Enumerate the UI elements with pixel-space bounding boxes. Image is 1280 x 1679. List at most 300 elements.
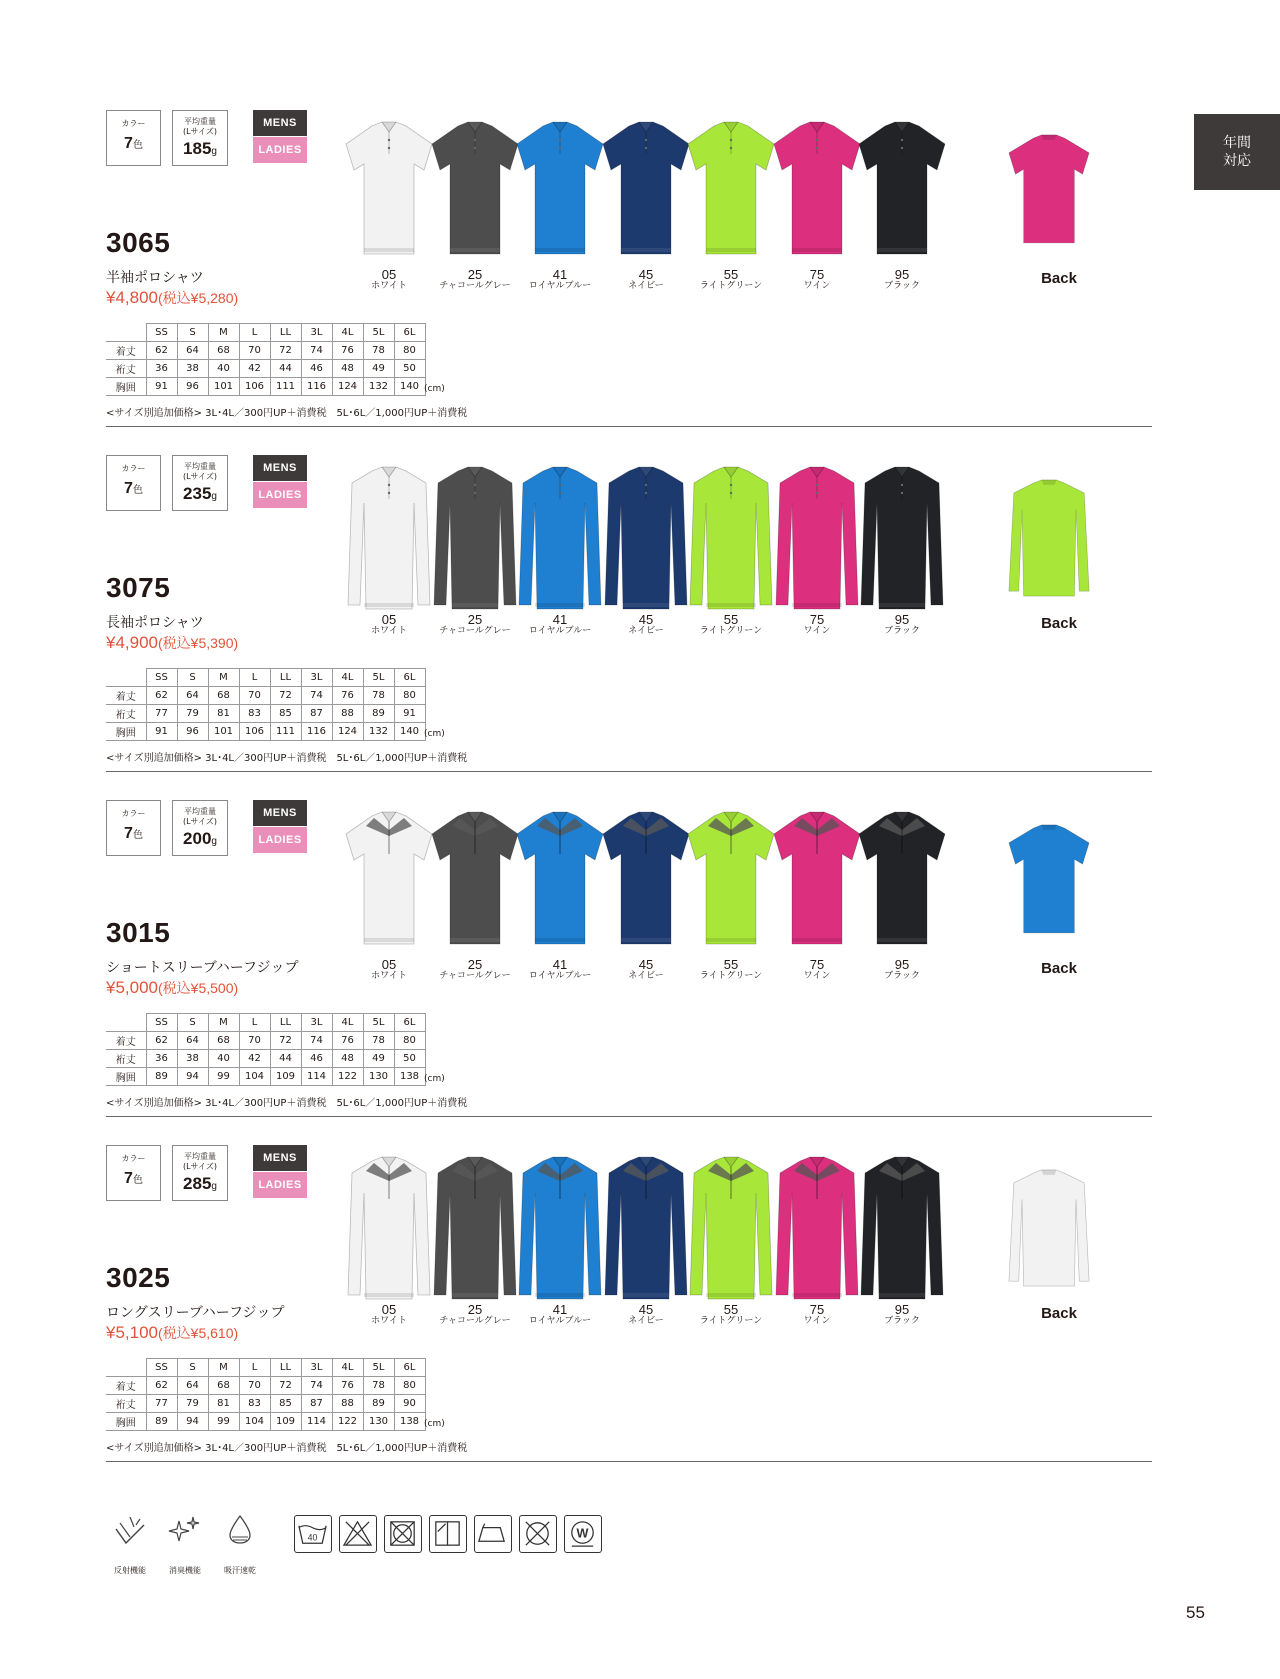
gender-badge	[253, 800, 307, 853]
table-corner	[106, 669, 146, 687]
table-cell: 91	[146, 723, 177, 741]
size-header: 5L	[363, 1359, 394, 1377]
back-label: Back	[1041, 270, 1077, 287]
size-header: S	[177, 1359, 208, 1377]
table-cell: 132	[363, 378, 394, 396]
table-cell: 85	[270, 705, 301, 723]
table-cell: 68	[208, 1032, 239, 1050]
size-header: LL	[270, 324, 301, 342]
table-cell: 38	[177, 1050, 208, 1068]
product-name: ショートスリーブハーフジップ	[106, 960, 299, 976]
table-cell: 68	[208, 342, 239, 360]
product-code: 3025	[106, 1262, 171, 1293]
shirt-image-05	[344, 463, 434, 613]
table-cell: 44	[270, 360, 301, 378]
product-code: 3015	[106, 917, 171, 948]
color-code: 55	[723, 1302, 739, 1317]
size-header: M	[208, 324, 239, 342]
deodorant-icon	[167, 1513, 203, 1549]
color-name: ライトグリーン	[699, 971, 763, 981]
table-cell: 122	[332, 1068, 363, 1086]
size-header: M	[208, 1359, 239, 1377]
gender-badge	[253, 110, 307, 163]
weight-badge	[172, 110, 228, 166]
table-cell: 83	[239, 705, 270, 723]
shirt-image-55	[686, 463, 776, 613]
shirt-image-95	[857, 808, 947, 958]
shirt-image-55	[686, 1153, 776, 1303]
section-divider	[106, 426, 1152, 427]
table-cell: 46	[301, 360, 332, 378]
shirt-image-95	[857, 463, 947, 613]
sweat-absorb-feature	[216, 1513, 264, 1576]
shirt-image-75	[772, 463, 862, 613]
table-cell: 76	[332, 1377, 363, 1395]
color-name: ブラック	[884, 971, 920, 981]
table-row	[106, 687, 425, 705]
shirt-image-25	[430, 463, 520, 613]
shirt-image-75	[772, 808, 862, 958]
product-name: ロングスリーブハーフジップ	[106, 1305, 285, 1321]
row-label: 胸囲	[106, 378, 146, 396]
color-name: ライトグリーン	[699, 626, 763, 636]
weight-badge	[172, 800, 228, 856]
table-cell: 78	[363, 342, 394, 360]
size-header: 5L	[363, 324, 394, 342]
size-header: M	[208, 1014, 239, 1032]
weight-label: 平均重量	[184, 462, 216, 471]
care-symbols	[294, 1515, 604, 1555]
color-name: ネイビー	[628, 1316, 664, 1326]
gender-badge	[253, 1145, 307, 1198]
size-table	[106, 1358, 426, 1431]
size-header: LL	[270, 1359, 301, 1377]
table-cell: 124	[332, 723, 363, 741]
shirt-image-41	[515, 1153, 605, 1303]
wet-clean-icon	[564, 1515, 602, 1553]
color-name: ホワイト	[371, 971, 407, 981]
row-label: 裄丈	[106, 1050, 146, 1068]
table-cell: 91	[394, 705, 425, 723]
deodorant-label: 消臭機能	[169, 1566, 201, 1575]
color-code: 41	[552, 612, 568, 627]
color-variants	[344, 118, 1084, 291]
color-name: ワイン	[803, 971, 831, 981]
row-label: 裄丈	[106, 705, 146, 723]
size-header: 4L	[332, 324, 363, 342]
table-cell: 130	[363, 1068, 394, 1086]
color-name: ライトグリーン	[699, 1316, 763, 1326]
table-cell: 111	[270, 723, 301, 741]
wash-40-icon	[294, 1515, 332, 1553]
product-name: 半袖ポロシャツ	[106, 270, 204, 286]
color-count-badge	[106, 800, 161, 856]
table-cell: 70	[239, 687, 270, 705]
season-tab	[1194, 114, 1280, 190]
weight-value: 285	[183, 1174, 212, 1193]
color-name: チャコールグレー	[439, 281, 511, 291]
color-name: チャコールグレー	[439, 971, 511, 981]
shirt-image-95	[857, 118, 947, 268]
section-divider	[106, 771, 1152, 772]
table-cell: 79	[177, 705, 208, 723]
shirt-image-75	[772, 1153, 862, 1303]
color-code: 95	[894, 1302, 910, 1317]
table-cell: 99	[208, 1413, 239, 1431]
reflective-label: 反射機能	[114, 1566, 146, 1575]
size-header: L	[239, 324, 270, 342]
product-code: 3075	[106, 572, 171, 603]
color-code: 55	[723, 267, 739, 282]
color-count-badge	[106, 110, 161, 166]
color-code: 55	[723, 957, 739, 972]
size-header: 3L	[301, 669, 332, 687]
weight-size-label: (Lサイズ)	[182, 472, 218, 481]
table-cell: 116	[301, 723, 332, 741]
size-header: SS	[146, 669, 177, 687]
weight-size-label: (Lサイズ)	[182, 817, 218, 826]
table-cell: 36	[146, 1050, 177, 1068]
color-count: 7	[124, 825, 133, 842]
table-cell: 50	[394, 1050, 425, 1068]
table-cell: 74	[301, 1377, 332, 1395]
size-header: 3L	[301, 324, 332, 342]
table-cell: 76	[332, 1032, 363, 1050]
table-cell: 44	[270, 1050, 301, 1068]
table-row	[106, 1377, 425, 1395]
table-cell: 64	[177, 687, 208, 705]
color-code: 25	[467, 612, 483, 627]
table-cell: 106	[239, 723, 270, 741]
size-table	[106, 323, 426, 396]
shirt-image-25	[430, 1153, 520, 1303]
size-header: 5L	[363, 1014, 394, 1032]
size-header: S	[177, 669, 208, 687]
weight-unit: g	[211, 836, 217, 847]
color-code: 05	[381, 612, 397, 627]
table-cell: 80	[394, 342, 425, 360]
sweat-absorb-label: 吸汗速乾	[224, 1566, 256, 1575]
shirt-image-41	[515, 463, 605, 613]
table-cell: 64	[177, 1377, 208, 1395]
table-cell: 114	[301, 1413, 332, 1431]
shirt-image-45	[601, 808, 691, 958]
color-code: 75	[809, 612, 825, 627]
product-price	[106, 978, 238, 998]
color-code: 05	[381, 267, 397, 282]
table-cell: 111	[270, 378, 301, 396]
table-row	[106, 1395, 425, 1413]
table-cell: 90	[394, 1395, 425, 1413]
shirt-image-45	[601, 463, 691, 613]
table-row	[106, 723, 425, 741]
size-surcharge-note: <サイズ別追加価格> 3L･4L／300円UP＋消費税 5L･6L／1,000円UP＋消費税	[106, 1098, 468, 1109]
table-cell: 124	[332, 378, 363, 396]
color-code: 41	[552, 1302, 568, 1317]
table-cell: 76	[332, 342, 363, 360]
row-label: 胸囲	[106, 1068, 146, 1086]
color-label-95	[847, 613, 957, 636]
size-header: LL	[270, 669, 301, 687]
color-name: ワイン	[803, 281, 831, 291]
table-cell: 62	[146, 1032, 177, 1050]
table-cell: 64	[177, 1032, 208, 1050]
color-name: ブラック	[884, 626, 920, 636]
table-cell: 40	[208, 360, 239, 378]
color-badge-label: カラー	[121, 119, 146, 128]
row-label: 裄丈	[106, 360, 146, 378]
size-header: L	[239, 669, 270, 687]
shirt-image-05	[344, 1153, 434, 1303]
table-cell: 114	[301, 1068, 332, 1086]
table-cell: 104	[239, 1413, 270, 1431]
shirt-image-45	[601, 118, 691, 268]
color-name: ホワイト	[371, 626, 407, 636]
table-cell: 42	[239, 360, 270, 378]
unit-cm: (cm)	[424, 1419, 445, 1429]
size-header: SS	[146, 1359, 177, 1377]
row-label: 胸囲	[106, 1413, 146, 1431]
color-unit: 色	[132, 830, 143, 841]
table-cell: 106	[239, 378, 270, 396]
table-cell: 89	[363, 1395, 394, 1413]
size-header: 4L	[332, 1014, 363, 1032]
color-variants	[344, 1153, 1084, 1326]
no-bleach-icon	[339, 1515, 377, 1553]
table-cell: 38	[177, 360, 208, 378]
table-cell: 85	[270, 1395, 301, 1413]
table-cell: 70	[239, 1032, 270, 1050]
size-table	[106, 1013, 426, 1086]
table-cell: 138	[394, 1413, 425, 1431]
color-code: 05	[381, 1302, 397, 1317]
mens-badge: MENS	[253, 800, 307, 826]
color-badge-label: カラー	[121, 1154, 146, 1163]
feature-icons	[106, 1513, 266, 1583]
table-cell: 74	[301, 687, 332, 705]
color-name: ロイヤルブルー	[528, 1316, 592, 1326]
table-cell: 81	[208, 705, 239, 723]
product-price	[106, 288, 238, 308]
page-number: 55	[1186, 1603, 1205, 1622]
size-header: 3L	[301, 1014, 332, 1032]
table-cell: 48	[332, 360, 363, 378]
price-value: ¥4,800	[106, 288, 158, 307]
shirt-back-image	[1004, 463, 1114, 613]
color-code: 55	[723, 612, 739, 627]
shirt-image-05	[344, 808, 434, 958]
table-cell: 70	[239, 342, 270, 360]
season-tab-line2: 対応	[1223, 153, 1251, 169]
shirt-image-45	[601, 1153, 691, 1303]
table-cell: 36	[146, 360, 177, 378]
table-cell: 64	[177, 342, 208, 360]
product-3075	[106, 455, 1152, 800]
price-tax-included: (税込¥5,610)	[158, 1325, 239, 1341]
table-cell: 91	[146, 378, 177, 396]
table-row	[106, 1050, 425, 1068]
color-badge-label: カラー	[121, 809, 146, 818]
table-cell: 109	[270, 1413, 301, 1431]
color-name: ホワイト	[371, 1316, 407, 1326]
table-cell: 72	[270, 342, 301, 360]
row-label: 裄丈	[106, 1395, 146, 1413]
no-dry-clean-icon	[519, 1515, 557, 1553]
svg-text:W: W	[576, 1526, 589, 1541]
size-surcharge-note: <サイズ別追加価格> 3L･4L／300円UP＋消費税 5L･6L／1,000円UP＋消費税	[106, 753, 468, 764]
shirt-image-95	[857, 1153, 947, 1303]
table-cell: 77	[146, 1395, 177, 1413]
gender-badge	[253, 455, 307, 508]
no-tumble-dry-icon	[384, 1515, 422, 1553]
table-cell: 104	[239, 1068, 270, 1086]
color-count-badge	[106, 1145, 161, 1201]
size-surcharge-note: <サイズ別追加価格> 3L･4L／300円UP＋消費税 5L･6L／1,000円UP＋消費税	[106, 408, 468, 419]
iron-low-icon	[474, 1515, 512, 1553]
shirt-image-75	[772, 118, 862, 268]
product-3065	[106, 110, 1152, 455]
product-name: 長袖ポロシャツ	[106, 615, 204, 631]
color-variants	[344, 808, 1084, 981]
price-tax-included: (税込¥5,500)	[158, 980, 239, 996]
size-header: L	[239, 1014, 270, 1032]
size-header: LL	[270, 1014, 301, 1032]
table-cell: 72	[270, 1377, 301, 1395]
table-cell: 74	[301, 1032, 332, 1050]
color-code: 45	[638, 612, 654, 627]
color-name: ロイヤルブルー	[528, 281, 592, 291]
row-label: 着丈	[106, 342, 146, 360]
table-cell: 48	[332, 1050, 363, 1068]
color-unit: 色	[132, 1175, 143, 1186]
color-unit: 色	[132, 140, 143, 151]
unit-cm: (cm)	[424, 729, 445, 739]
table-cell: 132	[363, 723, 394, 741]
size-header: 4L	[332, 669, 363, 687]
shirt-back-image	[1004, 808, 1114, 958]
reflective-feature	[106, 1513, 154, 1576]
shirt-back-image	[1004, 118, 1114, 268]
color-code: 25	[467, 1302, 483, 1317]
table-cell: 74	[301, 342, 332, 360]
table-corner	[106, 1014, 146, 1032]
color-variants	[344, 463, 1084, 636]
table-cell: 94	[177, 1413, 208, 1431]
section-divider	[106, 1461, 1152, 1462]
shirt-image-55	[686, 808, 776, 958]
table-cell: 109	[270, 1068, 301, 1086]
color-name: ネイビー	[628, 626, 664, 636]
product-code: 3065	[106, 227, 171, 258]
table-cell: 83	[239, 1395, 270, 1413]
weight-unit: g	[211, 491, 217, 502]
table-row	[106, 360, 425, 378]
color-name: ネイビー	[628, 971, 664, 981]
weight-unit: g	[211, 1181, 217, 1192]
mens-badge: MENS	[253, 455, 307, 481]
table-cell: 49	[363, 360, 394, 378]
table-cell: 80	[394, 1032, 425, 1050]
shirt-image-55	[686, 118, 776, 268]
weight-value: 235	[183, 484, 212, 503]
color-name: ライトグリーン	[699, 281, 763, 291]
row-label: 着丈	[106, 687, 146, 705]
table-cell: 89	[363, 705, 394, 723]
weight-badge	[172, 455, 228, 511]
table-cell: 68	[208, 687, 239, 705]
table-cell: 130	[363, 1413, 394, 1431]
table-cell: 79	[177, 1395, 208, 1413]
color-count: 7	[124, 480, 133, 497]
color-name: ホワイト	[371, 281, 407, 291]
table-cell: 78	[363, 1032, 394, 1050]
table-cell: 89	[146, 1413, 177, 1431]
svg-text:40: 40	[307, 1532, 318, 1543]
color-name: チャコールグレー	[439, 1316, 511, 1326]
table-cell: 138	[394, 1068, 425, 1086]
table-cell: 116	[301, 378, 332, 396]
table-cell: 77	[146, 705, 177, 723]
back-label: Back	[1041, 1305, 1077, 1322]
size-header: SS	[146, 1014, 177, 1032]
color-label-95	[847, 1303, 957, 1326]
unit-cm: (cm)	[424, 384, 445, 394]
color-code: 95	[894, 267, 910, 282]
product-price	[106, 1323, 238, 1343]
product-price	[106, 633, 238, 653]
color-code: 05	[381, 957, 397, 972]
table-row	[106, 1068, 425, 1086]
product-3015	[106, 800, 1152, 1145]
table-cell: 81	[208, 1395, 239, 1413]
table-cell: 76	[332, 687, 363, 705]
table-cell: 78	[363, 1377, 394, 1395]
deodorant-feature	[161, 1513, 209, 1576]
price-value: ¥5,100	[106, 1323, 158, 1342]
shirt-image-41	[515, 118, 605, 268]
ladies-badge: LADIES	[253, 1172, 307, 1198]
size-table	[106, 668, 426, 741]
table-cell: 140	[394, 723, 425, 741]
color-code: 75	[809, 267, 825, 282]
table-cell: 88	[332, 1395, 363, 1413]
color-code: 45	[638, 267, 654, 282]
shirt-image-05	[344, 118, 434, 268]
color-code: 25	[467, 957, 483, 972]
weight-label: 平均重量	[184, 1152, 216, 1161]
back-label: Back	[1041, 960, 1077, 977]
price-tax-included: (税込¥5,390)	[158, 635, 239, 651]
table-cell: 80	[394, 1377, 425, 1395]
size-surcharge-note: <サイズ別追加価格> 3L･4L／300円UP＋消費税 5L･6L／1,000円UP＋消費税	[106, 1443, 468, 1454]
color-name: ロイヤルブルー	[528, 626, 592, 636]
size-header: 4L	[332, 1359, 363, 1377]
color-name: ブラック	[884, 281, 920, 291]
price-tax-included: (税込¥5,280)	[158, 290, 239, 306]
color-count: 7	[124, 135, 133, 152]
color-count: 7	[124, 1170, 133, 1187]
color-code: 41	[552, 267, 568, 282]
ladies-badge: LADIES	[253, 137, 307, 163]
color-name: ブラック	[884, 1316, 920, 1326]
shirt-image-41	[515, 808, 605, 958]
table-cell: 99	[208, 1068, 239, 1086]
color-code: 45	[638, 957, 654, 972]
color-code: 25	[467, 267, 483, 282]
color-unit: 色	[132, 485, 143, 496]
table-corner	[106, 1359, 146, 1377]
table-corner	[106, 324, 146, 342]
